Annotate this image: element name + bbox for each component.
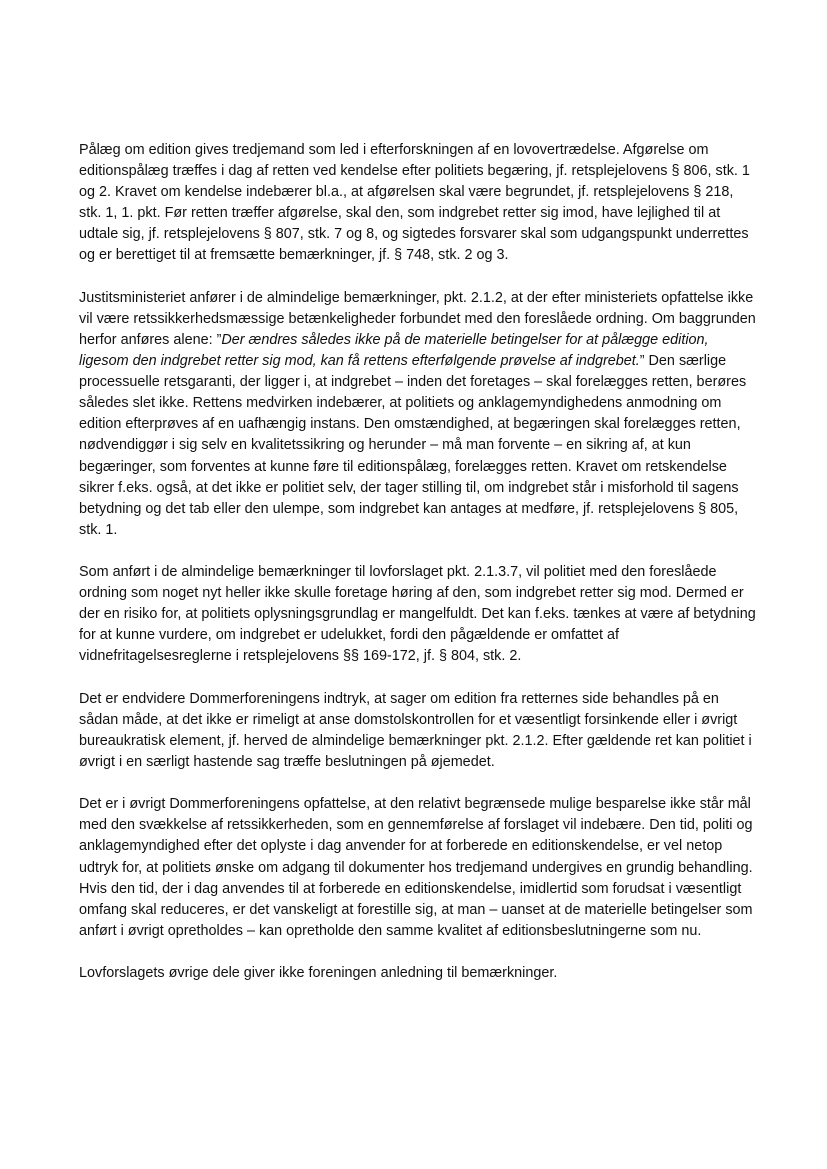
paragraph-court-processing: Det er endvidere Dommerforeningens indtryk, at sager om edition fra retternes side behandles på en sådan måde, at det ikke er rimeligt at anse domstolskontrollen for et væsentligt forsinkende eller i øvrigt bureaukratisk element, jf. herved de almindelige bemærkninger pkt. 2.1.2. Efter gældende ret kan politiet i øvrigt i en særligt hastende sag træffe beslutningen på øjemedet.: [79, 690, 752, 770]
paragraph-legal-certainty: Det er i øvrigt Dommerforeningens opfattelse, at den relativt begrænsede mulige besparelse ikke står mål med den svækkelse af retssikkerheden, som en gennemførelse af forslaget vil indebære. Den tid, politi og anklagemyndighed efter det oplyste i dag anvender for at forberede en editionskendelse, er vel netop udtryk for, at politiets ønske om adgang til dokumenter hos tredjemand undergives en grundig behandling. Hvis den tid, der i dag anvendes til at forberede en editionskendelse, imidlertid som forudsat i væsentligt omfang skal reduceres, er det vanskeligt at forestille sig, at man – uanset at de materielle betingelser som anført i øvrigt opretholdes – kan opretholde den samme kvalitet af editionsbeslutningerne som nu.: [79, 796, 753, 939]
paragraph-ministry-remarks: [79, 288, 757, 541]
paragraph-edition-intro: Pålæg om edition gives tredjemand som led i efterforskningen af en lovovertrædelse. Afgørelse om editionspålæg træffes i dag af retten ved kendelse efter politiets begæring, jf. retsplejelovens § 806, stk. 1 og 2. Kravet om kendelse indebærer bl.a., at afgørelsen skal være begrundet, jf. retsplejelovens § 218, stk. 1, 1. pkt. Før retten træffer afgørelse, skal den, som indgrebet retter sig imod, have lejlighed til at udtale sig, jf. retsplejelovens § 807, stk. 7 og 8, og sigtedes forsvarer skal som udgangspunkt underrettes og er berettiget til at fremsætte bemærkninger, jf. § 748, stk. 2 og 3.: [79, 142, 750, 264]
paragraph-ministry-remarks-after: ” Den særlige processuelle retsgaranti, der ligger i, at indgrebet – inden det foretages – skal forelægges retten, berøres således slet ikke. Rettens medvirken indebærer, at politiets og anklagemyndighedens anmodning om edition efterprøves af en uafhængig instans. Den omstændighed, at begæringen skal forelægges retten, nødvendiggør i sig selv en kvalitetssikring og herunder – må man forvente – en sikring af, at kun begæringer, som forventes at kunne føre til editionspålæg, forelægges retten. Kravet om retskendelse sikrer f.eks. også, at det ikke er politiet selv, der tager stilling til, om indgrebet står i misforhold til sagens betydning og det tab eller den ulempe, som indgrebet kan antages at medføre, jf. retsplejelovens § 805, stk. 1.: [79, 353, 747, 538]
paragraph-ministry-remarks-before: Justitsministeriet anfører i de almindelige bemærkninger, pkt. 2.1.2, at der efter ministeriets opfattelse ikke vil være retssikkerhedsmæssige betænkeligheder forbundet med den foreslåede ordning. Om baggrunden herfor anføres alene: ”: [79, 289, 756, 348]
italic-quote: Der ændres således ikke på de materielle betingelser for at pålægge edition, ligesom den indgrebet retter sig mod, kan få rettens efterfølgende prøvelse af indgrebet.: [79, 331, 709, 370]
paragraph-closing-remark: Lovforslagets øvrige dele giver ikke foreningen anledning til bemærkninger.: [79, 965, 558, 982]
paragraph-hearing-risk: Som anført i de almindelige bemærkninger til lovforslaget pkt. 2.1.3.7, vil politiet med den foreslåede ordning som noget nyt heller ikke skulle foretage høring af den, som indgrebet retter sig mod. Dermed er der en risiko for, at politiets oplysningsgrundlag er mangelfuldt. Det kan f.eks. tænkes at være af betydning for at kunne vurdere, om indgrebet er udelukket, fordi den pågældende er omfattet af vidnefritagelsesreglerne i retsplejelovens §§ 169-172, jf. § 804, stk. 2.: [79, 564, 756, 665]
document-body: [79, 140, 757, 1005]
